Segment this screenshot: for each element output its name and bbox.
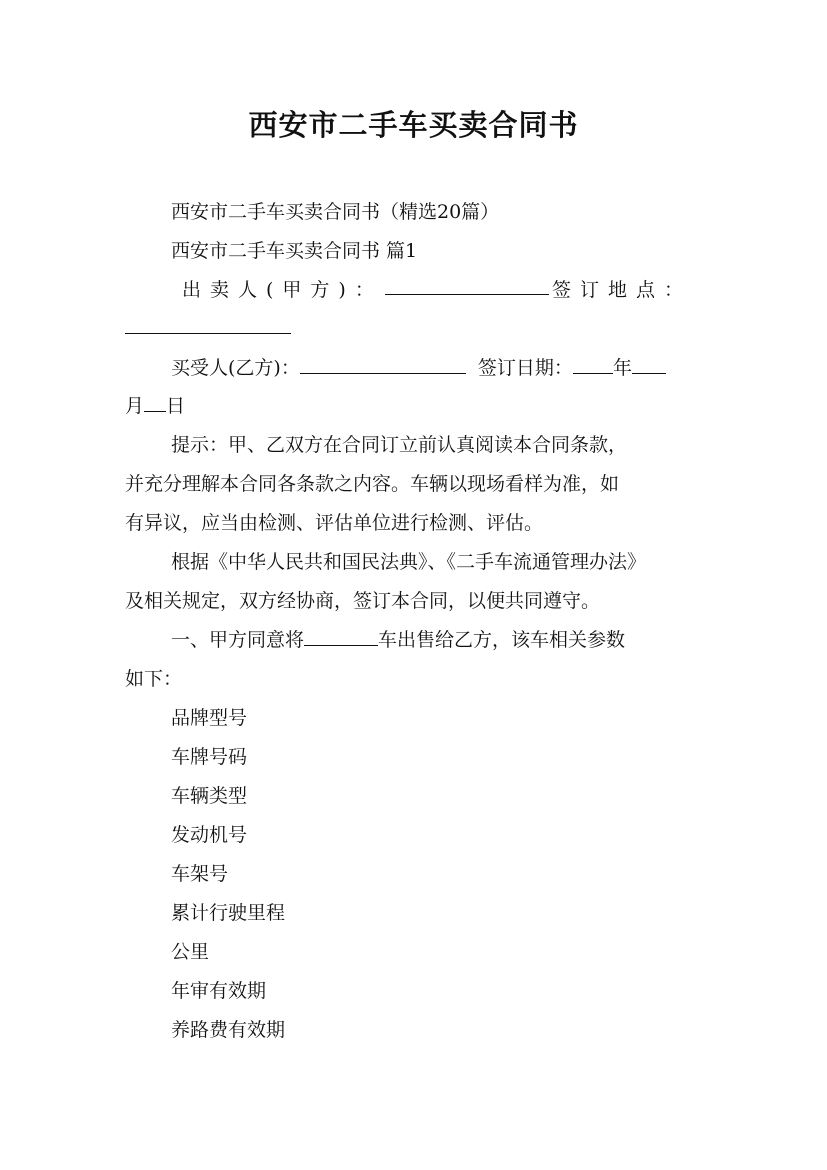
subtitle: 西安市二手车买卖合同书（精选20篇）: [171, 201, 500, 223]
notice-line-3: 有异议，应当由检测、评估单位进行检测、评估。: [125, 512, 544, 534]
month-blank: [632, 355, 666, 374]
param-engine-number: 发动机号: [171, 824, 248, 846]
document-title: 西安市二手车买卖合同书: [248, 108, 579, 142]
seller-line: [182, 276, 692, 304]
year-char: 年: [612, 357, 632, 379]
sign-place-blank-line: [125, 314, 705, 342]
month-char: 月: [125, 395, 145, 417]
buyer-blank: [300, 355, 466, 374]
seller-line-row: [182, 276, 692, 304]
day-char: 日: [166, 395, 186, 417]
seller-label: 出卖人(甲方)：: [182, 279, 383, 301]
clause1-text-b: 车出售给乙方，该车相关参数: [378, 629, 626, 651]
year-blank: [573, 355, 613, 374]
param-frame-number: 车架号: [171, 863, 229, 885]
sign-place-blank: [125, 315, 291, 334]
param-mileage: 累计行驶里程: [171, 902, 286, 924]
clause1-text-a: 一、甲方同意将: [171, 629, 305, 651]
day-blank: [144, 393, 166, 412]
clause1-line-1: [171, 626, 711, 654]
vehicle-blank: [304, 627, 378, 646]
buyer-label: 买受人(乙方)：: [171, 357, 300, 379]
notice-line-2: 并充分理解本合同各条款之内容。车辆以现场看样为准，如: [125, 473, 620, 495]
notice-line-1: 提示：甲、乙双方在合同订立前认真阅读本合同条款，: [171, 434, 628, 456]
seller-blank: [385, 276, 549, 295]
basis-line-2: 及相关规定，双方经协商，签订本合同，以便共同遵守。: [125, 590, 601, 612]
sign-date-label: 签订日期：: [477, 357, 573, 379]
basis-line-1: 根据《中华人民共和国民法典》、《二手车流通管理办法》: [171, 551, 647, 573]
param-plate-number: 车牌号码: [171, 746, 248, 768]
sign-place-label: 签订地点：: [551, 279, 692, 301]
date-continuation-line: [125, 392, 705, 420]
section-heading: 西安市二手车买卖合同书 篇1: [171, 240, 418, 262]
param-vehicle-type: 车辆类型: [171, 785, 248, 807]
param-road-fee-validity: 养路费有效期: [171, 1019, 286, 1041]
param-km: 公里: [171, 941, 210, 963]
param-brand-model: 品牌型号: [171, 707, 248, 729]
buyer-line: [171, 354, 711, 382]
clause1-line-2: 如下：: [125, 668, 183, 690]
param-inspection-validity: 年审有效期: [171, 980, 267, 1002]
